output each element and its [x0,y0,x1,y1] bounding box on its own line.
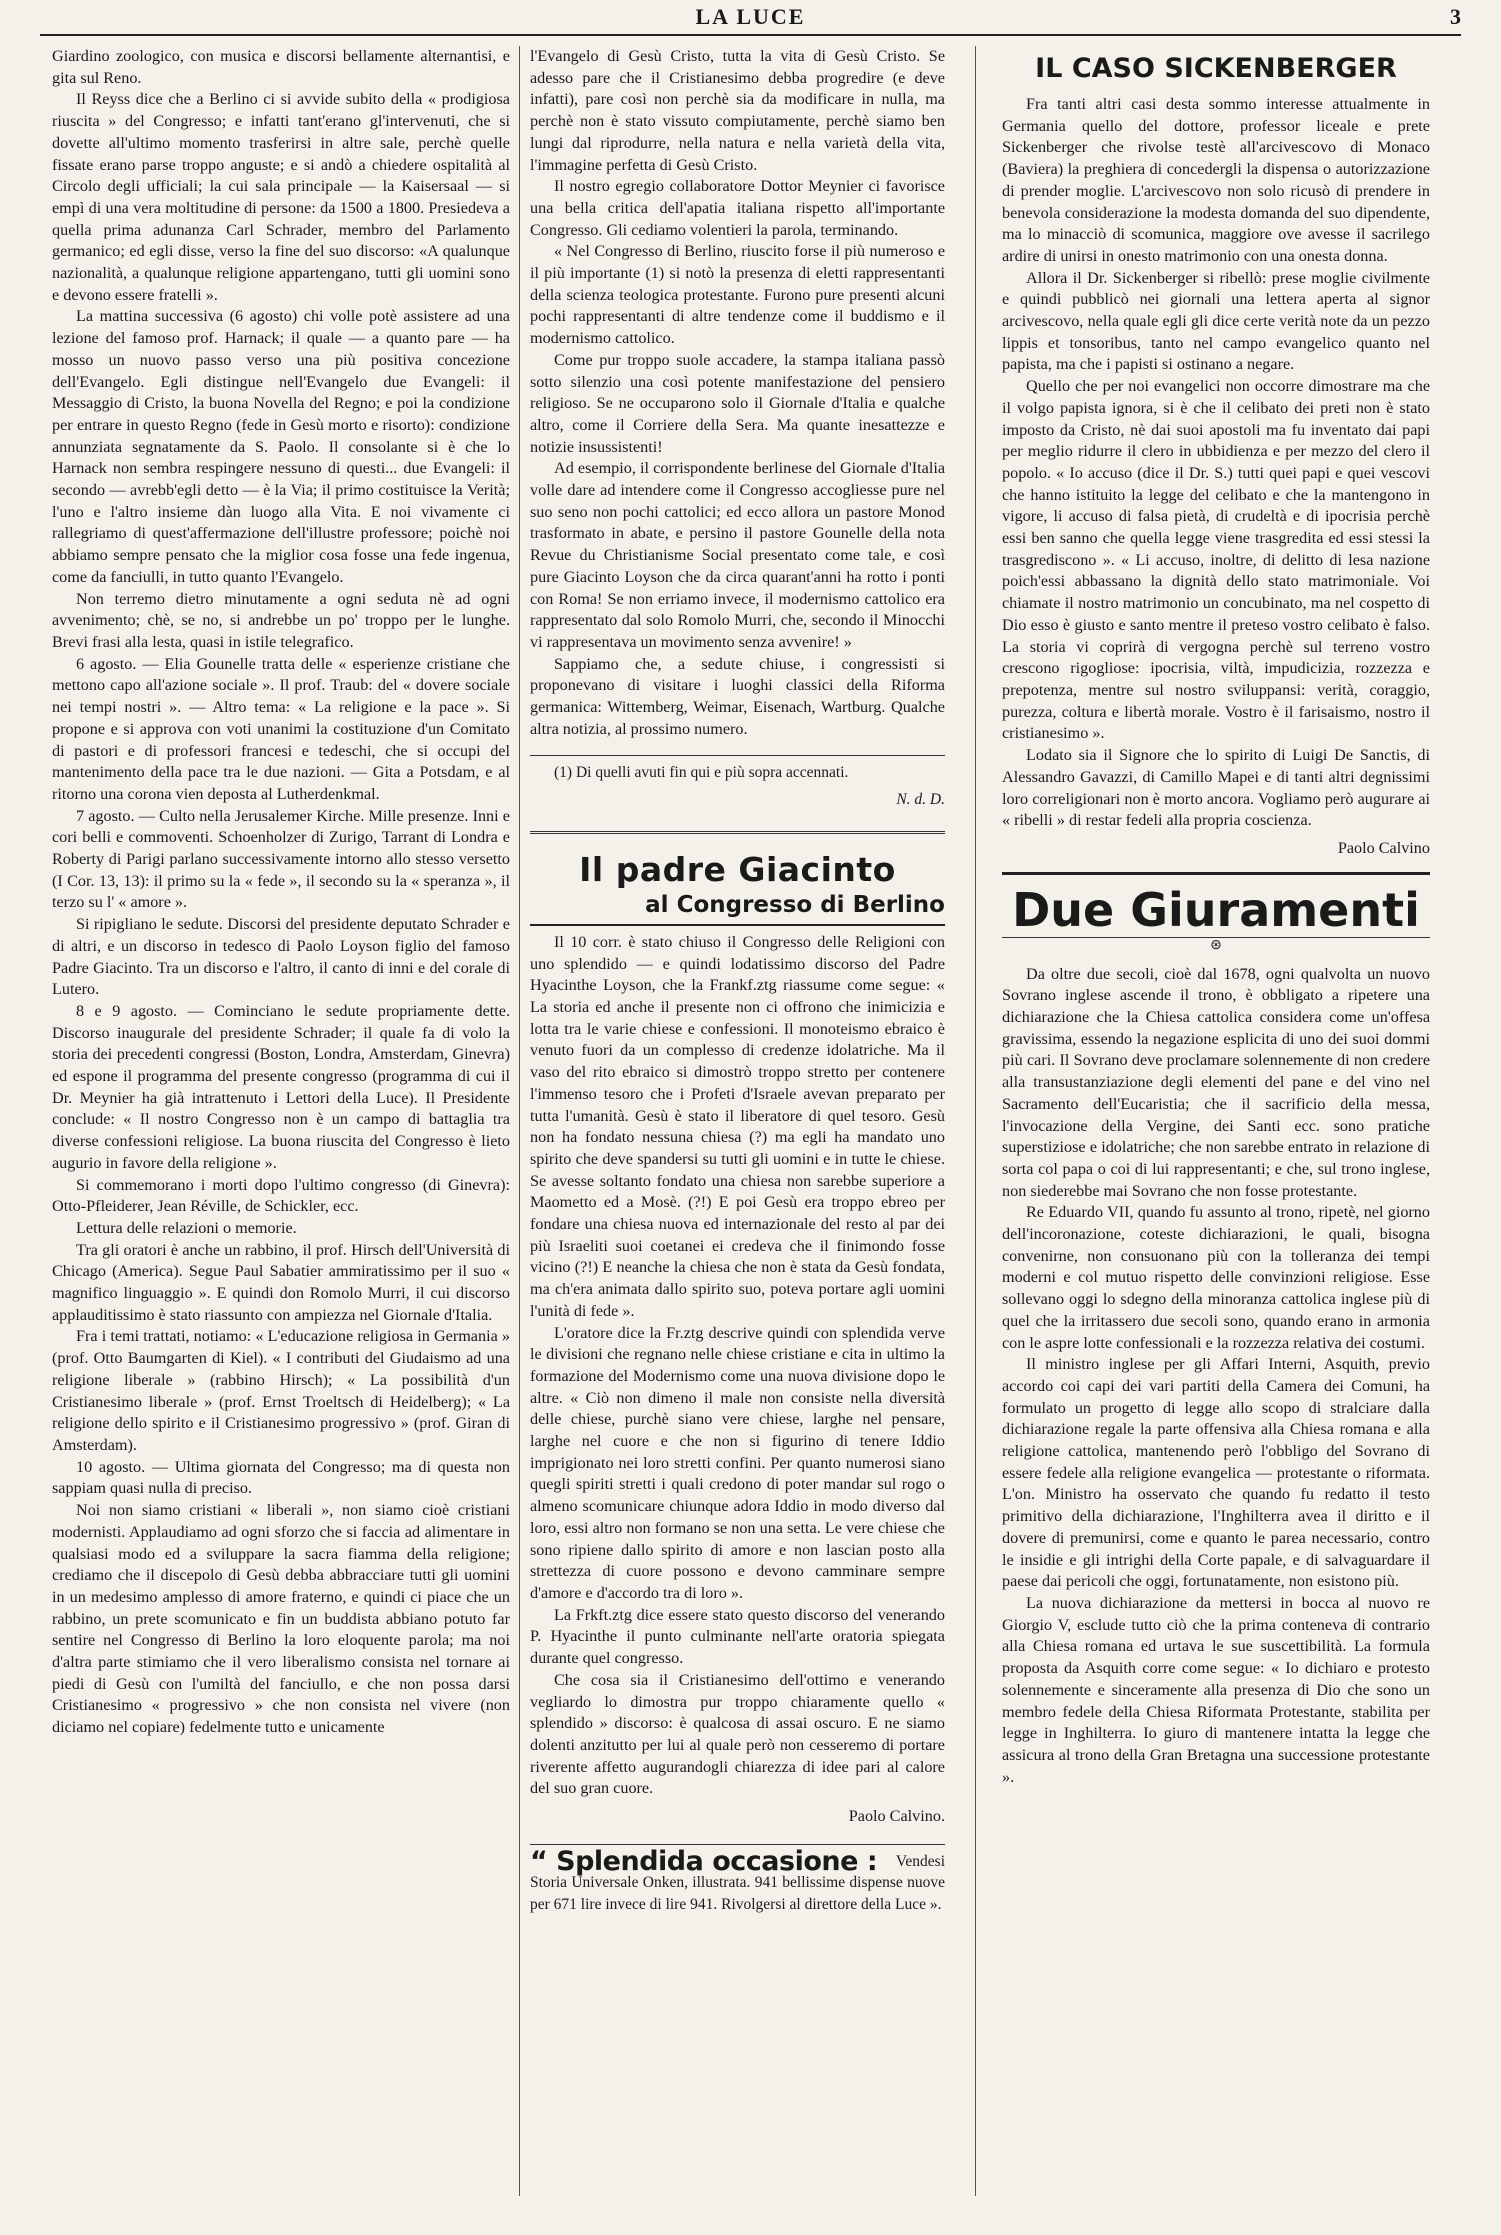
paragraph: Noi non siamo cristiani « liberali », non siamo cioè cristiani modernisti. Applaudiamo ad ogni sforzo che si faccia ad alimentare in qualsiasi modo ed a sviluppare la sacra fiamma della religione; crediamo che il discepolo di Gesù debba abbracciare tutti gli uomini in un medesimo amplesso di amore fraterno, e quindi ci piace che un rabbino, un prete scomunicato e fin un buddista abbiano potuto far sentire nel Congresso di Berlino la loro eloquente parola; ma noi d'altra parte stimiamo che il vero liberalismo consista nel tornare ai piedi di Gesù con l'umiltà del fanciullo, e che non possa darsi Cristianesimo « progressivo » che non consista nel vivere (non diciamo nel copiare) fedelmente tutto e unicamente [52,1501,510,1737]
paragraph: Allora il Dr. Sickenberger si ribellò: prese moglie civilmente e quindi pubblicò nei giornali una lettera aperta al signor arcivescovo, nella quale egli gli dice certe verità note da un pezzo lippis et tonsoribus, tanto nel campo evangelico quanto nel papista, ma che i papisti si ostinano a negare. [1002,268,1430,374]
paragraph: La mattina successiva (6 agosto) chi volle potè assistere ad una lezione del famoso prof. Harnack; il quale — a quanto pare — ha mosso un nuovo passo verso una più positiva concezione dell'Evangelo. Egli distingue nell'Evangelo due Evangeli: il Messaggio di Cristo, la buona Novella del Regno; e poi la condizione per entrare in questo Regno (fede in Gesù morto e risorto): condizione annunziata segnatamente da S. Paolo. Il consolante si è che lo Harnack non sembra respingere nessuno di questi... due Evangeli: il secondo — avrebb'egli detto — è la Via; il primo costituisce la Verità; l'uno e l'altro insieme dàn luogo alla Vita. E noi vivamente ci rallegriamo di quest'affermazione dell'illustre professore; poichè noi abbiamo sempre pensato che la miglior cosa fosse una fede ingenua, come da fanciulli, in tutto quanto l'Evangelo. [52,307,510,586]
article-headline: Il padre Giacinto [579,849,896,889]
paragraph: L'oratore dice la Fr.ztg descrive quindi con splendida verve le divisioni che regnano nelle chiese cristiane e cita in ultimo la formazione del Modernismo come una nuova divisione dopo le altre. « Ciò non dimeno il male non consiste nella diversità delle chiese, purchè siano vere chiese, larghe nel pensare, larghe nel cuore e che non si figurino di tenere Iddio imprigionato nei loro stretti confini. Per quanto numerosi siano quegli spiriti stretti i quali credono di poter mandar sul rogo o almeno scomunicare chiunque adora Iddio in modo diverso dal loro, essi altro non formano se non una setta. Le vere chiese che sono ripiene dallo spirito di amore e non lascian posto alla strettezza di cuore possono e devono camminare sempre d'amore e d'accordo tra di loro ». [530,1323,945,1602]
paragraph: Non terremo dietro minutamente a ogni seduta nè ad ogni avvenimento; chè, se no, si andrebbe un po' troppo per le lunghe. Brevi frasi alla lesta, quasi in istile telegrafico. [52,589,510,651]
article-headline: Due Giuramenti [1012,882,1420,937]
article-signature: Paolo Calvino. [848,1807,945,1826]
section-divider [530,831,945,840]
column-2 [530,46,945,2196]
footnote-signature: N. d. D. [896,791,945,809]
paragraph: Quello che per noi evangelici non occorre dimostrare ma che il volgo papista ignora, si è che il celibato dei preti non è stato imposto da Cristo, nè dai suoi apostoli ma fu inventato dai papi per meglio ridurre il clero in ubbidienza e per mezzo del clero il popolo. « Io accuso (dice il Dr. S.) tutti quei papi e quei vescovi che hanno istituito la legge del celibato e che la mantengono in vigore, li accuso di falsa pietà, di crudeltà e di ipocrisia perchè essi ben sanno che quella legge viene trasgredita ed essi stessi la trasgrediscono ». « Li accuso, inoltre, di delitto di lesa nazione poich'essi abbassano la dignità dello stato matrimoniale. Voi chiamate il nostro matrimonio un concubinato, ma nel cospetto di Dio esso è giusto e santo mentre il preteso vostro celibato è falso. La storia vi coprirà di vergogna perchè sul terreno vostro crescono rigogliose: ipocrisia, viltà, impudicizia, rozzezza e prepotenza, mentre sul nostro sviluppansi: verità, coraggio, purezza, coltura e libertà morale. Vostro è il farisaismo, nostro il cristianesimo ». [1002,377,1430,743]
paragraph: Fra tanti altri casi desta sommo interesse attualmente in Germania quello del dottore, professor liceale e prete Sickenberger che rivolse testè all'arcivescovo di Monaco (Baviera) la preghiera di concedergli la dispensa o autorizzazione di prender moglie. L'arcivescovo non solo ricusò di prendere in benevola considerazione la modesta domanda del suo dipendente, ma lo minacciò di scomunica, maggiore ove avesse il sacrilego ardire di unirsi in onesto matrimonio con una onesta donna. [1002,95,1430,265]
paragraph: Tra gli oratori è anche un rabbino, il prof. Hirsch dell'Università di Chicago (America). Segue Paul Sabatier ammiratissimo per il suo « magnifico linguaggio ». E quindi don Romolo Murri, il cui discorso applauditissimo è stato riassunto con ampiezza nel Giornale d'Italia. [52,1240,510,1324]
paragraph: Il ministro inglese per gli Affari Interni, Asquith, previo accordo coi capi dei vari partiti della Camera dei Comuni, ha formulato un progetto di legge allo scopo di stralciare dalla dichiarazione regale la parte offensiva alla Chiesa romana e alla religione cattolica, mantenendo però l'obbligo del Sovrano di essere fedele alla religione evangelica — protestante o riformata. L'on. Ministro ha osservato che quando fu redatto il testo primitivo della dichiarazione, l'Inghilterra avea il diritto e il dovere di premunirsi, come e quanto le parea necessario, contro le insidie e gli intrighi della Corte papale, e di salvaguardare il paese dai pericoli che oggi, fortunatamente, non esistono più. [1002,1355,1430,1591]
column-rule [519,46,520,2196]
paragraph: l'Evangelo di Gesù Cristo, tutta la vita di Gesù Cristo. Se adesso pare che il Cristianesimo debba progredire (e deve infatti), pare così non perchè sia da modificare in nulla, ma perchè non è stato vissuto compiutamente, perchè siamo ben lungi dal riprodurre, nella natura e nella varietà della vita, l'immagine perfetta di Gesù Cristo. [530,47,945,174]
paragraph: Si ripigliano le sedute. Discorsi del presidente deputato Schrader e di altri, e un discorso in tedesco di Paolo Loyson figlio del famoso Padre Giacinto. Tra un discorso e l'altro, il canto di inni e del corale di Lutero. [52,915,510,999]
section-divider [1002,872,1430,875]
paragraph: Si commemorano i morti dopo l'ultimo congresso (di Ginevra): Otto-Pfleiderer, Jean Réville, de Schickler, ecc. [52,1175,510,1216]
column-rule [975,46,976,2196]
paragraph: Sappiamo che, a sedute chiuse, i congressisti si proponevano di visitare i luoghi classici della Riforma germanica: Wittemberg, Weimar, Eisenach, Wartburg. Qualche altra notizia, al prossimo numero. [530,654,945,738]
footnote [530,755,945,811]
paragraph: « Nel Congresso di Berlino, riuscito forse il più numeroso e il più importante (1) si notò la presenza di eletti rappresentanti della scienza teologica protestante. Furono pure presenti alcuni pochi rappresentanti di altre tendenze come il buddismo e il modernismo cattolico. [530,242,945,348]
ad-text: Vendesi Storia Universale Onken, illustrata. 941 bellissime dispense nuove per 671 lire invece di lire 941. Rivolgersi al direttore della Luce ». [530,1852,945,1914]
column-3 [1002,46,1430,2196]
paragraph: Da oltre due secoli, cioè dal 1678, ogni qualvolta un nuovo Sovrano inglese ascende il trono, è obbligato a ripetere una dichiarazione che la Chiesa cattolica considera come un'offesa gravissima, essendo la negazione esplicita di uno dei suoi dommi più cari. Il Sovrano deve proclamare solennemente di non credere alla transustanziazione degli elementi del pane e del vino nel Sacramento dell'Eucaristia; che il sacrificio della messa, l'invocazione della Vergine, dei Santi ecc. sono pratiche superstiziose e idolatriche; che non sarebbe entrato in relazione di sorta col papa o coi di lui rappresentanti; e che, sul trono inglese, non siederebbe mai Sovrano che non fosse protestante. [1002,964,1430,1200]
ornament-icon: ⊛ [1002,937,1430,954]
paragraph: Fra i temi trattati, notiamo: « L'educazione religiosa in Germania » (prof. Otto Baumgarten di Kiel). « I contributi del Giudaismo ad una religione liberale » (rabbino Hirsch); « La possibilità d'un Cristianesimo liberale » (prof. Ernst Troeltsch di Heidelberg); « La religione dello spirito e il Cristianesimo progressivo » (prof. Giran di Amsterdam). [52,1327,510,1454]
paragraph: Il nostro egregio collaboratore Dottor Meynier ci favorisce una bella critica dell'apatia italiana rispetto all'importante Congresso. Gli cediamo volentieri la parola, terminando. [530,177,945,239]
masthead [40,0,1461,36]
paragraph: 7 agosto. — Culto nella Jerusalemer Kirche. Mille presenze. Inni e cori belli e commoventi. Schoenholzer di Zurigo, Tarrant di Londra e Roberty di Parigi parlano successivamente intorno allo stesso versetto (I Cor. 13, 13): il primo su la « fede », il secondo su la « speranza », il terzo su l' « amore ». [52,806,510,912]
paragraph: Il Reyss dice che a Berlino ci si avvide subito della « prodigiosa riuscita » del Congresso; e infatti tant'erano gl'intervenuti, che si dovette all'ultimo momento trasferirsi in altre sale, perchè quelle fissate erano parse troppo anguste; e si andò a chiedere ospitalità al Circolo degli ufficiali; la cui sala principale — la Kaisersaal — si empì di una vera moltitudine di persone: da 1500 a 1800. Presiedeva a quella prima adunanza Carl Schrader, membro del Parlamento germanico; ed egli disse, verso la fine del suo discorso: «A qualunque nazionalità, a qualunque religione appartengano, tutti gli uomini sono e devono essere fratelli ». [52,90,510,304]
paragraph: Il 10 corr. è stato chiuso il Congresso delle Religioni con uno splendido — e quindi lodatissimo discorso del Padre Hyacinthe Loyson, che la Frankf.ztg riassume come segue: « La storia ed anche il presente non ci offrono che inimicizia e lotta tra le varie chiese e confessioni. Il monoteismo ebraico è venuto fuori da un complesso di credenze idolatriche. Ma il vaso del rito ebraico si dimostrò troppo stretto per contenere l'immenso tesoro che i Profeti d'Israele avevan preparato per tutta l'umanità. Gesù è stato il liberatore di quel tesoro. Gesù non ha fondato nessuna chiesa (?) ma egli ha mandato uno spirito che deve spandersi su tutti gli uomini e in tutte le chiese. Se avesse soltanto fondato una chiesa non sarebbe superiore a Maometto ed a Mosè. (?!) E poi Gesù era troppo ebreo per fondare una chiesa nuova ed internazionale del resto al par dei più Israeliti suoi coetanei ei credeva che il finimondo fosse vicino (?!) E neanche la chiesa che non è stata da Gesù fondata, ma ch'era animata dallo spirito suo, poteva portare agli uomini l'unità di fede ». [530,932,945,1320]
paragraph: Re Eduardo VII, quando fu assunto al trono, ripetè, nel giorno dell'incoronazione, coteste dichiarazioni, le quali, bisogna convenirne, non consuonano più con la tolleranza dei tempi moderni e col mutuo rispetto delle convinzioni religiose. Esse sollevano oggi lo sdegno della minoranza cattolica inglese più di quel che la irritassero due secoli sono, quando erano in armonia con le aspre lotte confessionali e la rozzezza relativa dei costumi. [1002,1203,1430,1352]
newspaper-title: LA LUCE [695,4,806,29]
paragraph: 6 agosto. — Elia Gounelle tratta delle « esperienze cristiane che mettono capo all'azione sociale ». Il prof. Traub: del « dovere sociale nei tempi nostri ». — Altro tema: « La religione e la pace ». Si propone e si approva con voti unanimi la costituzione d'un Comitato di pastori e di professori francesi e tedeschi, che si occupi del mantenimento della pace tra le due nazioni. — Gita a Potsdam, e al ritorno una corona vien deposta al Lutherdenkmal. [52,654,510,803]
paragraph: 10 agosto. — Ultima giornata del Congresso; ma di questa non sappiam quasi nulla di preciso. [52,1457,510,1498]
article-signature: Paolo Calvino [1337,838,1430,857]
article-subheadline: al Congresso di Berlino [530,890,945,926]
paragraph: Lettura delle relazioni o memorie. [76,1218,297,1237]
page-number: 3 [1450,4,1461,29]
paragraph: La nuova dichiarazione da mettersi in bocca al nuovo re Giorgio V, esclude tutto ciò che la prima conteneva di contrario alla Chiesa romana ed urtava le sue suscettibilità. La formula proposta da Asquith corre come segue: « Io dichiaro e protesto solennemente e sinceramente alla presenza di Dio che sono un membro fedele della Chiesa Riformata Protestante, stabilita per legge in Inghilterra. Io giuro di mantenere intatta la legge che assicura al trono della Gran Bretagna una successione protestante ». [1002,1594,1430,1786]
paragraph: Che cosa sia il Cristianesimo dell'ottimo e venerando vegliardo lo dimostra pur troppo chiaramente quello « splendido » discorso: è qualcosa di assai oscuro. E ne siamo dolenti anzitutto per lui al quale però non cesseremo di portare riverente affetto augurandogli chiarezza di idee pari al calore del suo gran cuore. [530,1670,945,1798]
paragraph: Come pur troppo suole accadere, la stampa italiana passò sotto silenzio una così potente manifestazione del pensiero religioso. Se ne occuparono solo il Giornale d'Italia e qualche altro, come il Corriere della Sera. Ma quante inesattezze e notizie insussistenti! [530,350,945,456]
ad-headline: “ Splendida occasione : [530,1845,878,1877]
paragraph: Giardino zoologico, con musica e discorsi bellamente alternantisi, e gita sul Reno. [52,47,510,87]
paragraph: Ad esempio, il corrispondente berlinese del Giornale d'Italia volle dare ad intendere come il Congresso accogliesse pure nel suo seno non pochi cattolici; ed ecco allora un pastore Monod trasformato in abate, e persino il pastore Gounelle della nota Revue du Christianisme Social presentato come tale, e così pure Giacinto Loyson che da circa quarant'anni ha rotto i ponti con Roma! Se non erriamo invece, il modernismo cattolico era rappresentato dal solo Romolo Murri, che, secondo il Minocchi vi rappresentava un movimento senza avvenire! » [530,459,945,651]
paragraph: La Frkft.ztg dice essere stato questo discorso del venerando P. Hyacinthe il punto culminante nell'arte oratoria spiegata durante quel congresso. [530,1605,945,1668]
advertisement [530,1844,945,1916]
paragraph: Lodato sia il Signore che lo spirito di Luigi De Sanctis, di Alessandro Gavazzi, di Camillo Mapei e di tanti altri degnissimi loro correligionari non è morto ancora. Vogliamo però augurare ai « ribelli » di restar fedeli alla propria coscienza. [1002,746,1430,830]
article-headline: IL CASO SICKENBERGER [1035,53,1397,84]
paragraph: 8 e 9 agosto. — Cominciano le sedute propriamente dette. Discorso inaugurale del presidente Schrader; il quale fa di volo la storia dei precedenti congressi (Boston, Londra, Amsterdam, Ginevra) ed espone il programma del presente congresso (programma di cui il Dr. Meynier ha già intrattenuto i Lettori della Luce). Il Presidente conclude: « Il nostro Congresso non è un campo di battaglia tra diverse confessioni religiose. La buona riuscita del Congresso è lieto augurio in favore della religione ». [52,1001,510,1172]
column-1 [52,46,510,2206]
footnote-text: (1) Di quelli avuti fin qui e più sopra accennati. [554,763,849,781]
